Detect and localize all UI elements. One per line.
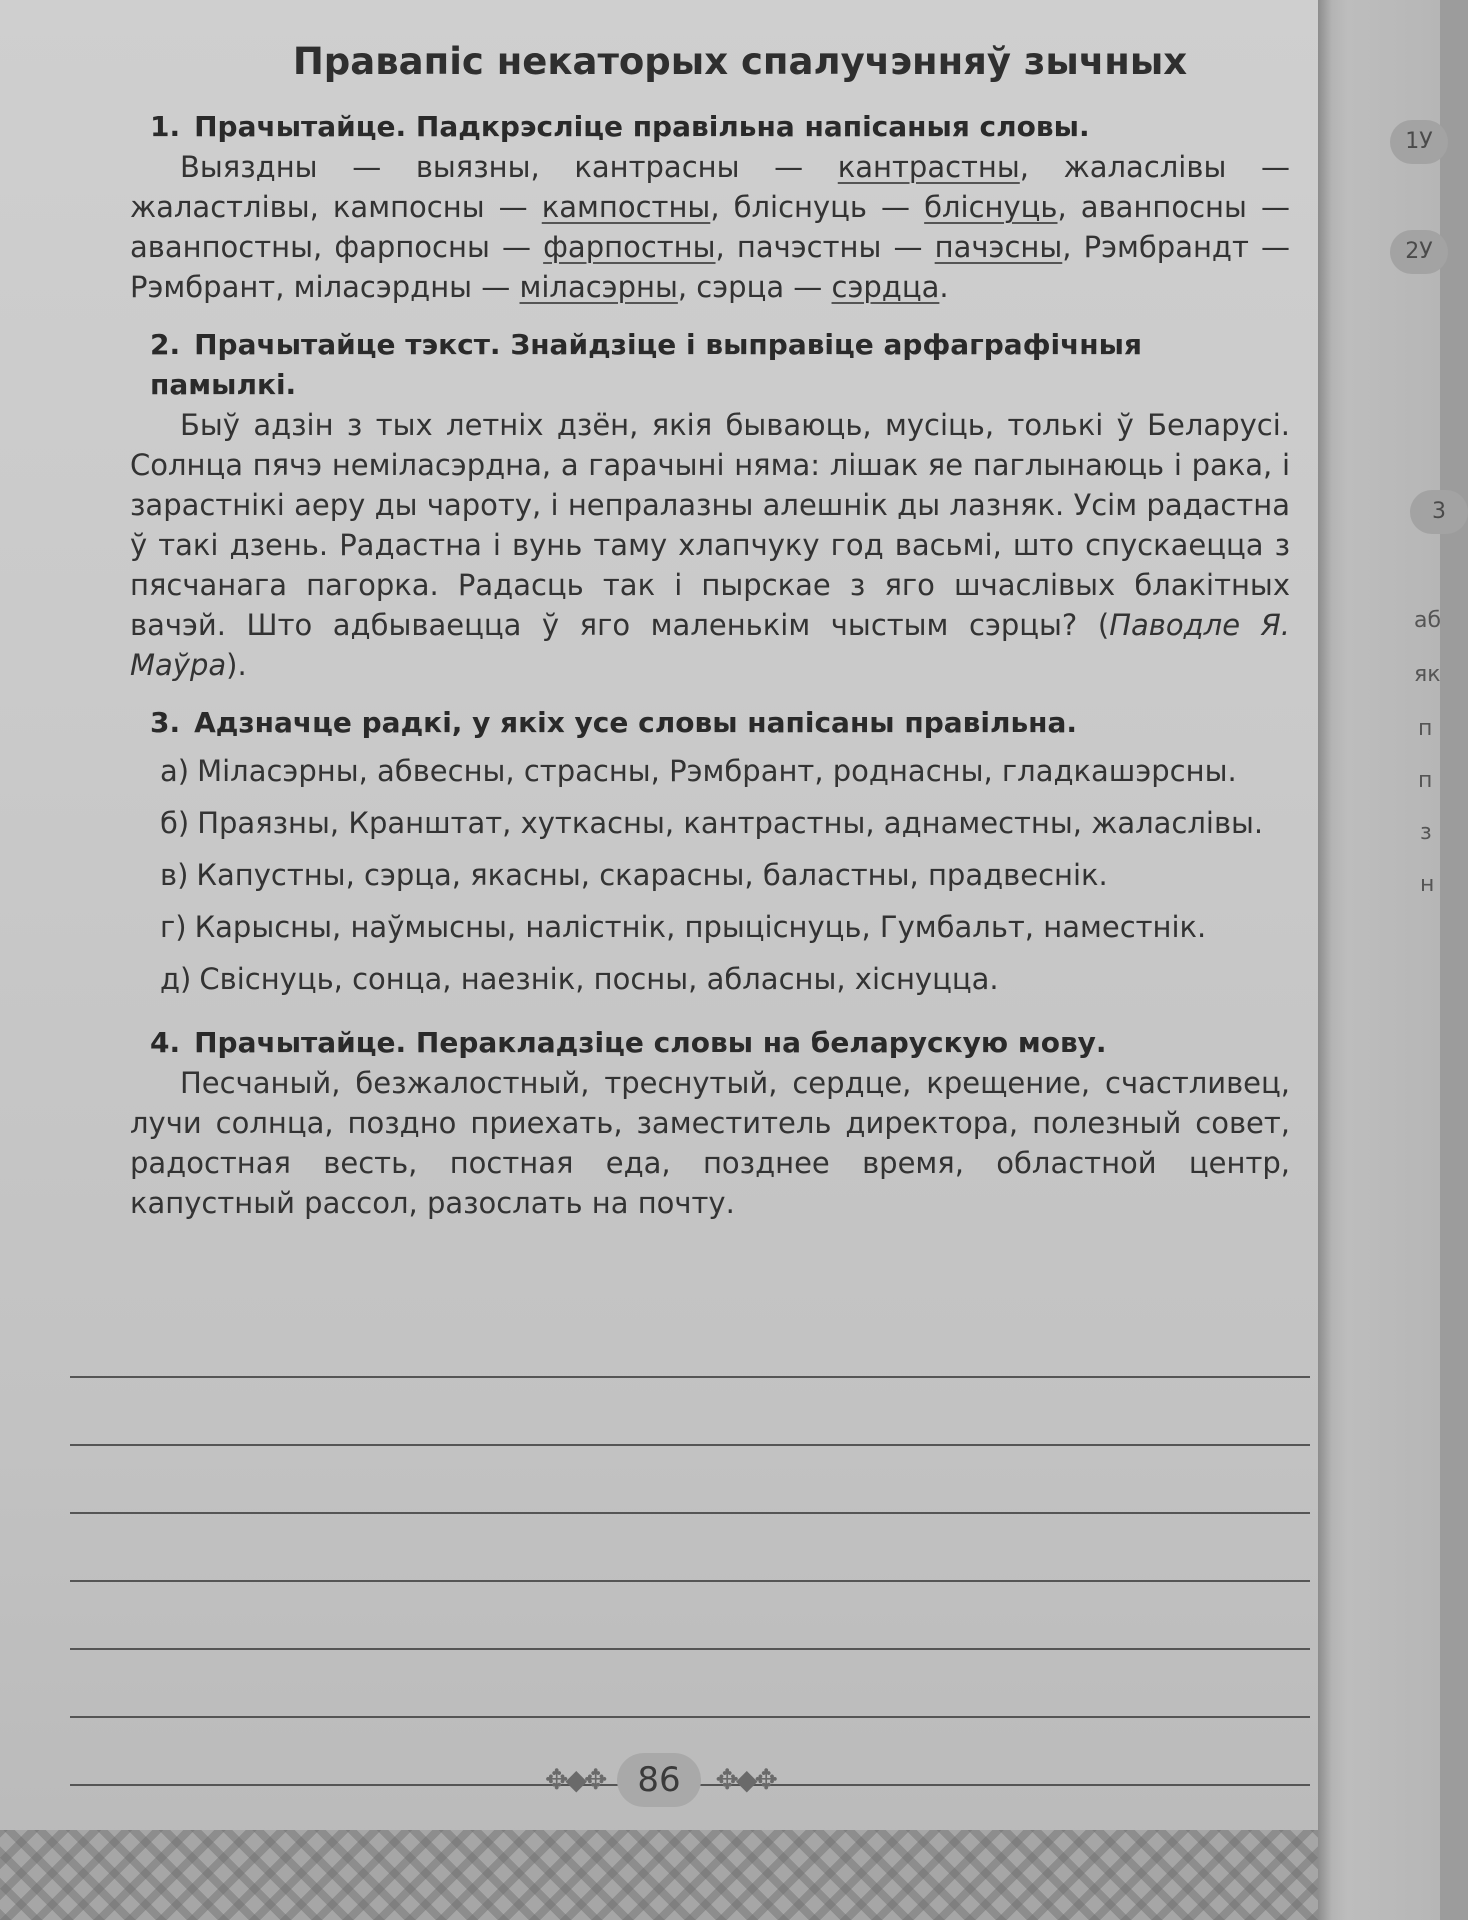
underlined-word: кампостны: [541, 190, 711, 224]
task-1-number: 1.: [150, 110, 181, 143]
option-letter: а): [160, 754, 190, 788]
task-3-options: [130, 745, 1290, 1005]
task-2: [130, 325, 1290, 685]
option-letter: г): [160, 910, 187, 944]
task-2-number: 2.: [150, 328, 181, 361]
option-letter: д): [160, 962, 192, 996]
task-2-source: Паводле Я. Маўра: [130, 608, 1290, 682]
answer-line[interactable]: [70, 1378, 1310, 1446]
task-2-paragraph: Быў адзін з тых летніх дзён, якія бываюць, мусіць, толькі ў Беларусі. Солнца пячэ неміласэрдна, а гарачыні няма: лішак яе паглынаюць і рака, і зарастнікі аеру ды чароту, і непралазны алешнік ды лазняк. Усім радастна ў такі дзень. Радастна і вунь таму хлапчуку год васьмі, што спускаецца з пясчанага пагорка. Радасць так і пырскае з яго шчаслівых блакітных вачэй. Што адбываецца ў яго маленькім чыстым сэрцы? (: [130, 408, 1290, 642]
task-2-paragraph-end: ).: [226, 648, 247, 682]
option-text: Свіснуць, сонца, наезнік, посны, абласны, хіснуцца.: [199, 962, 999, 996]
underlined-word: кантрастны: [837, 150, 1020, 184]
task-3: [130, 703, 1290, 1005]
option-letter: б): [160, 806, 190, 840]
task-3-number: 3.: [150, 706, 181, 739]
task-4: [130, 1023, 1290, 1223]
task-4-number: 4.: [150, 1026, 181, 1059]
underlined-word: бліснуць: [924, 190, 1058, 224]
option-b[interactable]: [160, 797, 1290, 849]
underlined-word: сэрдца: [831, 270, 940, 304]
page-footer: [545, 1745, 775, 1815]
word-segment: Выяздны — выязны, кантрасны —: [180, 150, 838, 184]
task-4-heading: [150, 1023, 1290, 1063]
task-1-heading: [150, 107, 1290, 147]
task-1-instruction: Прачытайце. Падкрэсліце правільна напісаныя словы.: [194, 110, 1090, 143]
ornament-right-icon: ✥◆✥: [715, 1763, 775, 1796]
answer-lines: [70, 1310, 1310, 1786]
underlined-word: пачэсны: [934, 230, 1063, 264]
underlined-word: фарпостны: [543, 230, 716, 264]
option-letter: в): [160, 858, 189, 892]
answer-line[interactable]: [70, 1582, 1310, 1650]
margin-letter: п: [1418, 768, 1433, 793]
margin-badge: 2У: [1390, 230, 1448, 274]
task-4-instruction: Прачытайце. Перакладзіце словы на беларускую мову.: [194, 1026, 1107, 1059]
task-2-heading: [150, 325, 1290, 405]
page-content: [130, 40, 1290, 1241]
ornament-left-icon: ✥◆✥: [545, 1763, 605, 1796]
margin-letter: н: [1420, 872, 1435, 897]
page-number: 86: [617, 1753, 701, 1807]
task-2-instruction: Прачытайце тэкст. Знайдзіце і выправіце арфаграфічныя памылкі.: [150, 328, 1142, 401]
word-segment: .: [939, 270, 949, 304]
option-a[interactable]: [160, 745, 1290, 797]
answer-line[interactable]: [70, 1446, 1310, 1514]
margin-letter: аб: [1414, 608, 1442, 633]
margin-letter: з: [1420, 820, 1432, 845]
option-text: Міласэрны, абвесны, страсны, Рэмбрант, роднасны, гладкашэрсны.: [197, 754, 1237, 788]
option-d[interactable]: [160, 953, 1290, 1005]
answer-line[interactable]: [70, 1650, 1310, 1718]
decorative-pattern-band: [0, 1830, 1318, 1920]
answer-line[interactable]: [70, 1310, 1310, 1378]
option-text: Праязны, Кранштат, хуткасны, кантрастны, аднаместны, жаласлівы.: [197, 806, 1264, 840]
word-segment: , пачэстны —: [715, 230, 935, 264]
task-3-heading: [150, 703, 1290, 743]
option-g[interactable]: [160, 901, 1290, 953]
task-2-text: [130, 405, 1290, 685]
word-segment: , бліснуць —: [710, 190, 925, 224]
word-segment: , Рэмбрандт — Рэмбрант, міласэрдны —: [130, 230, 1291, 304]
word-segment: , жаласлівы — жаластлівы, кампосны —: [130, 150, 1290, 224]
margin-letter: як: [1414, 662, 1441, 687]
underlined-word: міласэрны: [519, 270, 678, 304]
option-text: Карысны, наўмысны, налістнік, прыціснуць, Гумбальт, наместнік.: [194, 910, 1207, 944]
page-title: Правапіс некаторых спалучэнняў зычных: [292, 40, 1188, 83]
answer-line[interactable]: [70, 1514, 1310, 1582]
option-text: Капустны, сэрца, якасны, скарасны, баластны, прадвеснік.: [196, 858, 1108, 892]
word-segment: , сэрца —: [677, 270, 832, 304]
task-1-words: [130, 147, 1290, 307]
word-segment: , аванпосны — аванпостны, фарпосны —: [130, 190, 1290, 264]
option-v[interactable]: [160, 849, 1290, 901]
task-3-instruction: Адзначце радкі, у якіх усе словы напісаны правільна.: [194, 706, 1078, 739]
task-1: [130, 107, 1290, 307]
task-4-text: Песчаный, безжалостный, треснутый, сердце, крещение, счастливец, лучи солнца, поздно приехать, заместитель директора, полезный совет, радостная весть, постная еда, позднее время, областной центр, капустный рассол, разослать на почту.: [130, 1066, 1290, 1220]
margin-badge: 3: [1410, 490, 1468, 534]
margin-letter: п: [1418, 716, 1433, 741]
margin-badge: 1У: [1390, 120, 1448, 164]
adjacent-page-edge: [1318, 0, 1446, 1920]
